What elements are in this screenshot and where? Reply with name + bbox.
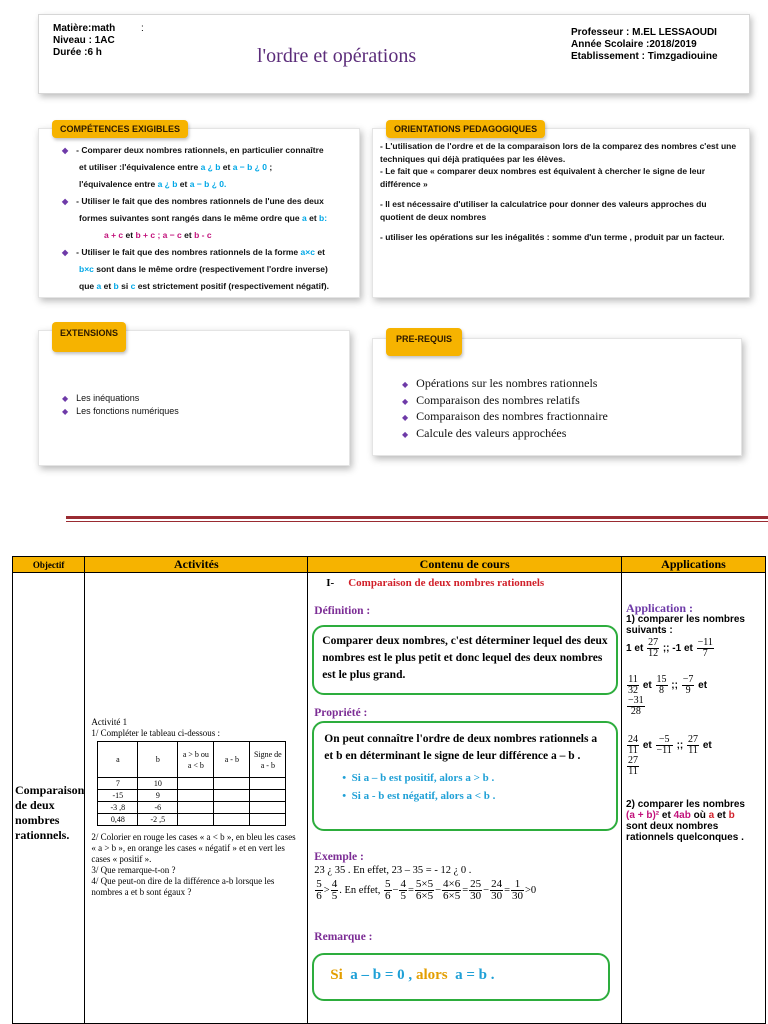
orientations-tag: ORIENTATIONS PEDAGOGIQUES [386, 120, 545, 138]
diamond-icon: ◆ [402, 396, 409, 406]
table-row: 0,48 -2 ,5 [98, 814, 286, 826]
remarque-label: Remarque : [314, 931, 373, 943]
activity-question: 3/ Que remarque-t-on ? [91, 865, 176, 875]
school: Etablissement : Timzgadiouine [571, 51, 718, 62]
diamond-icon: ◆ [402, 413, 409, 422]
header-contenu: Contenu de cours [308, 557, 622, 573]
activity-question: 2/ Colorier en rouge les cases « a < b », en bleu les cases « a > b », en orange les cases « négatif » et en vert les cases « positif ». [91, 832, 296, 864]
prerequis-tag: PRE-REQUIS [386, 328, 462, 356]
col-header-a: a [98, 742, 138, 778]
table-row [13, 573, 766, 1024]
col-header-compare: a > b ou a < b [178, 742, 214, 778]
list-item: ◆ Opérations sur les nombres rationnels [402, 376, 598, 390]
header-colon: : [141, 23, 144, 34]
competences-tag: COMPÉTENCES EXIGIBLES [52, 120, 188, 138]
propriete-text: On peut connaître l'ordre de deux nombres rationnels a et b en déterminant le signe de leur différence a – b . [324, 733, 598, 762]
propriete-box [312, 721, 618, 831]
lesson-table [12, 556, 766, 1024]
divider [66, 521, 768, 522]
table-row: -3 ,8 -6 [98, 802, 286, 814]
course-info [53, 23, 115, 59]
competences-text: ◆ - Comparer deux nombres rationnels, en particulier connaître et utiliser :l'équivalence entre a ¿ b et a − b ¿ 0 ; l'équivalence entre a ¿ b et a − b ¿ 0. ◆ - Utiliser le fait que des nombres rationnels de l'une des deux formes suivantes sont rangés dans le même ordre que a et b: a + c et b + c ; a − c et b - c ◆ - Utiliser le fait que des nombres rationnels de la forme a×c et b×c sont dans le même ordre (respectivement l'ordre inverse) que a et b si c est strictement positif (respectivement négatif). [62, 145, 329, 291]
list-item: ◆ Comparaison des nombres relatifs [402, 392, 580, 407]
diamond-icon: ◆ [402, 429, 409, 439]
teacher: Professeur : M.EL LESSAOUDI [571, 27, 717, 38]
activity-instruction: 1/ Compléter le tableau ci-dessous : [91, 728, 221, 738]
orientation-paragraph: - utiliser les opérations sur les inégalités : somme d'un terme , produit par un facteur. [380, 232, 725, 242]
applications-block [622, 573, 765, 843]
application-pair: $\frac{24}{11}$ et $\frac{-5}{-11}$ ;; $\frac{27}{11}$ et $\frac{27}{11}$ [628, 734, 712, 777]
list-item: ◆ Les fonctions numériques [62, 406, 179, 416]
header-activites: Activités [85, 557, 308, 573]
activity [85, 573, 307, 898]
activity-table-header [98, 742, 286, 778]
section-title: I- Comparaison de deux nombres rationnels [326, 577, 545, 589]
list-item: • Si a - b est négatif, alors a < b . [342, 790, 496, 802]
extensions-tag: EXTENSIONS [52, 322, 126, 352]
table-row: 7 10 [98, 778, 286, 790]
page-title: l'ordre et opérations [257, 45, 417, 67]
exemple-block [314, 851, 624, 902]
bullet-icon: • [342, 772, 352, 784]
duration: Durée :6 h [53, 47, 102, 58]
diamond-icon: ◆ [62, 394, 69, 403]
list-item: ◆ Calcule des valeurs approchées [402, 425, 567, 440]
orientation-paragraph: - Il est nécessaire d'utiliser la calculatrice pour donner des valeurs approches du quotient de deux nombres [380, 199, 707, 222]
activity-question: 4/ Que peut-on dire de la différence a-b lorsque les nombres a et b sont égaux ? [91, 876, 275, 897]
diamond-icon: ◆ [62, 407, 69, 416]
header-objectif: Objectif [13, 557, 85, 573]
objectif-cell [13, 573, 85, 1024]
list-item: • Si a – b est positif, alors a > b . [342, 772, 495, 784]
application-q2: 2) comparer les nombres (a + b)² et 4ab où a et b sont deux nombres rationnels quelconques . [626, 799, 745, 843]
school-year: Année Scolaire :2018/2019 [571, 39, 697, 50]
document-header [38, 14, 750, 94]
col-header-diff: a - b [214, 742, 250, 778]
propriete-bullets [324, 769, 606, 805]
table-row: -15 9 [98, 790, 286, 802]
application-pair: 1 et $\frac{27}{12}$ ;; -1 et $\frac{-11}{7}$ [626, 637, 713, 659]
diamond-icon: ◆ [402, 380, 409, 389]
teacher-info [571, 27, 718, 63]
bullet-icon: • [342, 790, 352, 802]
orientation-paragraph: - L'utilisation de l'ordre et de la comparaison lors de la comparez des nombres c'est une techniques qui déjà pratiquées par les élèves. [380, 141, 737, 164]
exemple-label: Exemple : [314, 851, 364, 863]
application-q1: 1) comparer les nombres suivants : [626, 614, 745, 636]
header-applications: Applications [622, 557, 766, 573]
application-pair: $\frac{11}{32}$ et $\frac{15}{8}$ ;; $\frac{-7}{9}$ et $\frac{-31}{28}$ [628, 674, 708, 717]
applications-cell [622, 573, 766, 1024]
subject: Matière:math [53, 23, 116, 34]
activites-cell [85, 573, 308, 1024]
level: Niveau : 1AC [53, 35, 115, 46]
diamond-icon: ◆ [62, 197, 69, 206]
prerequis-list [402, 376, 608, 442]
contenu-cell [308, 573, 622, 1024]
exemple-line: 23 ¿ 35 . En effet, 23 – 35 = - 12 ¿ 0 . [314, 865, 472, 876]
diamond-icon: ◆ [62, 248, 69, 257]
definition-label: Définition : [314, 605, 371, 617]
col-header-b: b [138, 742, 178, 778]
application-title: Application : [626, 601, 694, 615]
exemple-fractions: $\frac{5}{6}$ > $\frac{4}{5}$ . En effet, $\frac{5}{6}$ − $\frac{4}{5}$ = $\frac{5\times 5}{6\times 5}$ − $\frac{4\times 6}{6\times 5}$ = $\frac{25}{30}$ − $\frac{24}{30}$ = $\frac{1}{30}$ >0 [316, 878, 537, 902]
orientation-paragraph: - Le fait que « comparer deux nombres est équivalent à chercher le signe de leur différence » [380, 166, 705, 189]
table-header-row [13, 557, 766, 573]
remarque-text: Si a – b = 0 , alors a = b . [330, 967, 495, 983]
list-item: ◆ Les inéquations [62, 393, 140, 403]
orientations-text [380, 140, 740, 252]
activity-table [97, 741, 286, 826]
remarque-box [312, 953, 610, 1001]
divider [66, 516, 768, 519]
extensions-list [62, 392, 179, 418]
activity-title: Activité 1 [91, 717, 128, 727]
propriete-label: Propriété : [314, 707, 368, 719]
diamond-icon: ◆ [62, 146, 69, 155]
objectif-text: Comparaison de deux nombres rationnels. [15, 783, 85, 842]
col-header-sign: Signe de a - b [250, 742, 286, 778]
definition-box: Comparer deux nombres, c'est déterminer lequel des deux nombres est le plus petit et donc lequel des deux nombres est le plus grand. [312, 625, 618, 695]
list-item: ◆ Comparaison des nombres fractionnaire [402, 409, 608, 423]
